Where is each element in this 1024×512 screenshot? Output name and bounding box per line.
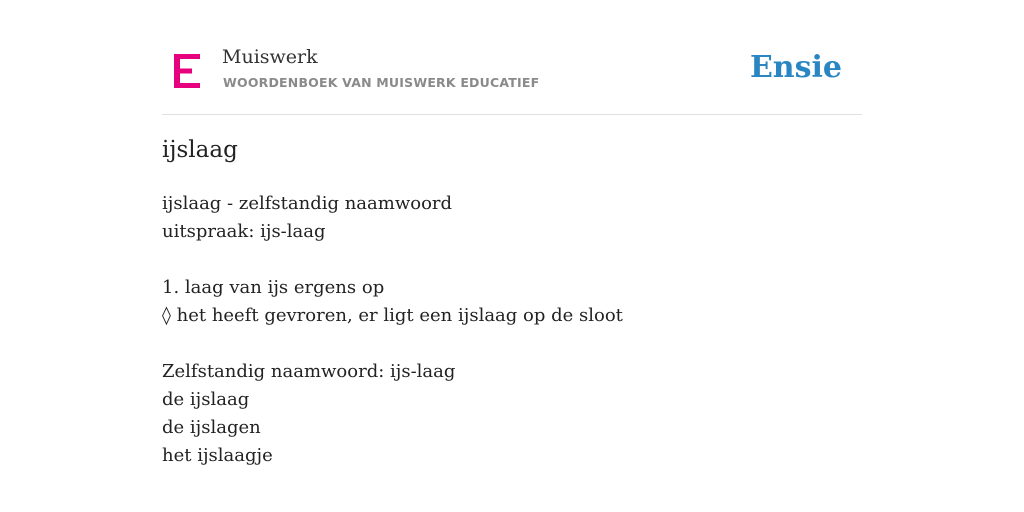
dictionary-entry [162, 190, 862, 470]
spacer [162, 246, 862, 274]
definition-line: 1. laag van ijs ergens op [162, 277, 385, 298]
site-header [162, 0, 862, 115]
pronunciation-line: uitspraak: ijs-laag [162, 221, 326, 242]
brand-subtitle: WOORDENBOEK VAN MUISWERK EDUCATIEF [223, 75, 540, 90]
example-line: ◊ het heeft gevroren, er ligt een ijslaag op de sloot [162, 305, 623, 326]
brand-title-link[interactable]: Muiswerk [222, 46, 318, 68]
forms-header: Zelfstandig naamwoord: ijs-laag [162, 361, 456, 382]
headword-line: ijslaag - zelfstandig naamwoord [162, 193, 453, 214]
ensie-logo-link[interactable]: Ensie [749, 50, 842, 85]
page-title: ijslaag [162, 137, 238, 163]
plural-form: de ijslagen [162, 417, 261, 438]
spacer [162, 330, 862, 358]
diminutive-form: het ijslaagje [162, 445, 273, 466]
muiswerk-e-logo-icon[interactable] [174, 54, 200, 88]
singular-form: de ijslaag [162, 389, 250, 410]
